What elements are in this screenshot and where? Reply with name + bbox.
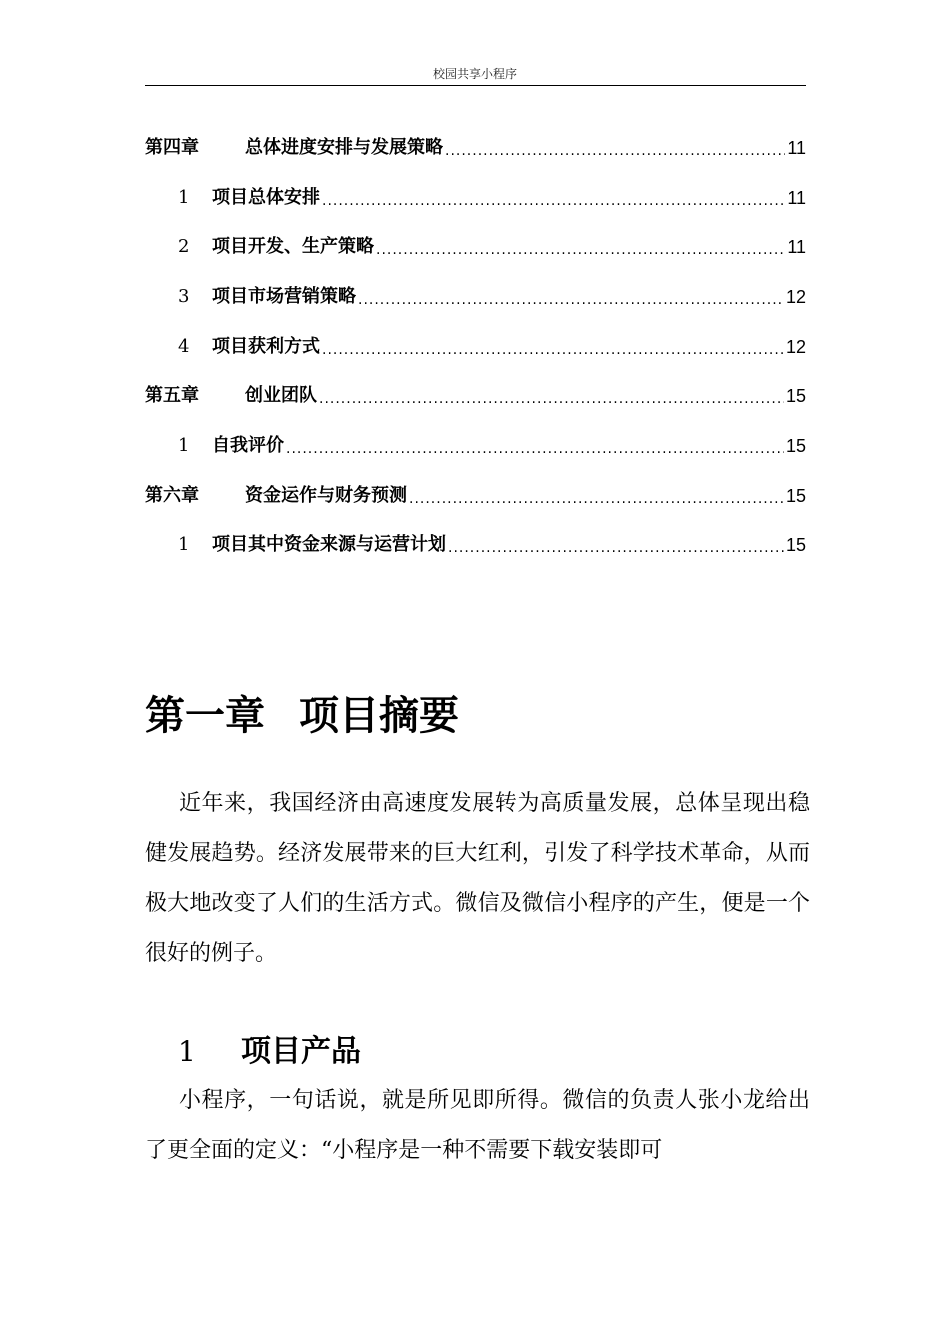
toc-leader-dots [319, 385, 784, 407]
table-of-contents [145, 123, 806, 570]
toc-leader-dots [286, 435, 784, 457]
toc-entry-page: 11 [787, 187, 806, 208]
toc-entry-page: 15 [785, 435, 806, 456]
toc-entry-section-4-2[interactable] [145, 222, 806, 272]
toc-entry-section-4-3[interactable] [145, 272, 806, 322]
toc-leader-dots [445, 137, 785, 159]
toc-entry-number: 第四章 [145, 136, 199, 158]
toc-entry-title: 项目市场营销策略 [212, 285, 356, 307]
toc-entry-section-5-1[interactable] [145, 421, 806, 471]
section-title: 项目产品 [241, 1034, 361, 1069]
chapter-number: 第一章 [145, 693, 265, 739]
toc-entry-page: 11 [787, 137, 806, 158]
toc-entry-title: 项目获利方式 [212, 335, 320, 357]
toc-entry-number: 4 [178, 335, 190, 357]
toc-entry-title: 总体进度安排与发展策略 [245, 136, 443, 158]
toc-entry-title: 项目其中资金来源与运营计划 [212, 534, 446, 556]
section-heading [178, 1030, 361, 1074]
toc-entry-number: 2 [178, 236, 190, 258]
toc-leader-dots [358, 286, 784, 308]
toc-entry-chapter-5[interactable] [145, 371, 806, 421]
toc-entry-page: 11 [787, 237, 806, 258]
toc-entry-chapter-6[interactable] [145, 471, 806, 521]
toc-entry-section-4-1[interactable] [145, 173, 806, 223]
toc-leader-dots [448, 534, 784, 556]
toc-entry-page: 15 [785, 386, 806, 407]
toc-leader-dots [376, 236, 785, 258]
toc-entry-number: 第五章 [145, 385, 199, 407]
toc-entry-page: 12 [785, 286, 806, 307]
page-header-title: 校园共享小程序 [432, 67, 517, 81]
toc-entry-title: 资金运作与财务预测 [245, 484, 407, 506]
toc-entry-section-6-1[interactable] [145, 521, 806, 571]
toc-entry-title: 自我评价 [212, 434, 284, 456]
toc-entry-title: 项目开发、生产策略 [212, 236, 374, 258]
toc-entry-chapter-4[interactable] [145, 123, 806, 173]
toc-entry-title: 创业团队 [245, 385, 317, 407]
toc-entry-title: 项目总体安排 [212, 186, 320, 208]
toc-entry-page: 12 [785, 336, 806, 357]
toc-entry-number: 1 [178, 186, 190, 208]
body-paragraph-product: 小程序，一句话说，就是所见即所得。微信的负责人张小龙给出了更全面的定义：“小程序是一种不需要下载安装即可 [145, 1088, 810, 1163]
toc-leader-dots [409, 485, 784, 507]
header-divider [145, 85, 806, 86]
chapter-heading [145, 688, 459, 744]
toc-entry-number: 3 [178, 285, 190, 307]
toc-entry-page: 15 [785, 485, 806, 506]
toc-leader-dots [322, 187, 785, 209]
toc-entry-section-4-4[interactable] [145, 322, 806, 372]
section-number: 1 [178, 1035, 196, 1068]
body-paragraph-intro: 近年来，我国经济由高速度发展转为高质量发展，总体呈现出稳健发展趋势。经济发展带来的巨大红利，引发了科学技术革命，从而极大地改变了人们的生活方式。微信及微信小程序的产生，便是一个很好的例子。 [145, 791, 810, 966]
toc-entry-page: 15 [785, 535, 806, 556]
toc-entry-number: 1 [178, 434, 190, 456]
toc-entry-number: 1 [178, 534, 190, 556]
toc-entry-number: 第六章 [145, 484, 199, 506]
chapter-title: 项目摘要 [299, 693, 459, 739]
toc-leader-dots [322, 336, 784, 358]
